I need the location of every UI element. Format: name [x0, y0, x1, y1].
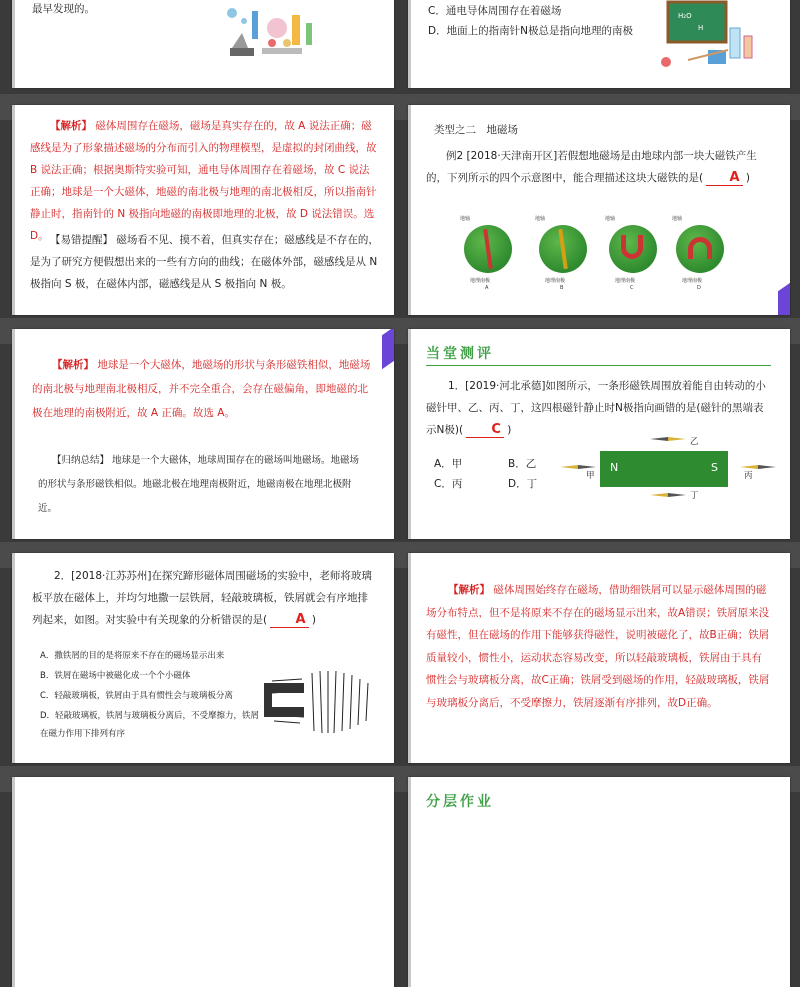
lab-equipment-illustration: [212, 3, 322, 73]
slide-left-bar: [408, 777, 411, 987]
option-a: A．甲: [434, 458, 463, 470]
analysis-body: 磁体周围始终存在磁场，借助细铁屑可以显示磁体周围的磁场分布特点，但不是将原来不存在的磁场显示出来，故A错误；铁屑原来没有磁性，但在磁场的作用下能够获得磁性，说明被磁化了，故B正确；铁屑质量较小，惯性小，运动状态容易改变，所以轻敲玻璃板，铁屑由于具有惯性会与玻璃板分离，故C正确；铁屑受到磁场的作用，轻敲玻璃板，铁屑与玻璃板分离后，不受摩擦力，铁屑逐渐有序排列，故D正确。: [426, 584, 770, 709]
question-body: 例2 [2018·天津南开区]若假想地磁场是由地球内部一块大磁铁产生的，下列所示的四个示意图中，能合理描述这块大磁铁的是(: [426, 150, 757, 184]
analysis-tag: 【解析】: [50, 120, 92, 132]
magnet-s-pole: S: [711, 461, 718, 474]
globe-option-label: B: [560, 285, 564, 291]
slide-left-bar: [12, 553, 15, 763]
analysis-text: [32, 353, 377, 425]
analysis-body: 地球是一个大磁体，地磁场的形状与条形磁铁相似，地磁场的南北极与地理南北极相反，并不完全重合，会存在磁偏角，即地磁的北极在地理的南极附近，故 A 正确。故选 A。: [32, 359, 371, 419]
globe-pole-label: 地理南极: [615, 278, 636, 284]
globe-option-label: C: [630, 285, 634, 291]
analysis-body: 磁体周围存在磁场，磁场是真实存在的，故 A 说法正确；磁感线是为了形象描述磁场的分布而引入的物理模型，是虚拟的封闭曲线，故 B 说法正确；根据奥斯特实验可知，通电导体周围存在着磁场，故 C 说法正确；地球是一个大磁体，地磁的南北极与地理的南北极相反，所以指南针静止时，指南针的 N 极指向地磁的南极即地理的北极，故 D 说法错误。选 D。: [30, 120, 377, 242]
section-title: 当堂测评: [426, 346, 494, 362]
slide-left-bar: [12, 329, 15, 539]
option-a: A．撒铁屑的目的是将原来不存在的磁场显示出来: [40, 651, 225, 661]
slide-6: [408, 329, 790, 539]
option-c: C．轻敲玻璃板，铁屑由于具有惯性会与玻璃板分离: [40, 691, 233, 701]
needle-bing-label: 丙: [744, 471, 753, 481]
slide-left-bar: [12, 0, 15, 88]
question-text: [426, 145, 776, 189]
option-b: B．铁屑在磁场中被磁化成一个个小磁体: [40, 671, 191, 681]
slide-3: [12, 105, 394, 315]
needle-jia-label: 甲: [586, 471, 595, 481]
option-d: D．轻敲玻璃板，铁屑与玻璃板分离后，不受摩擦力，铁屑在磁力作用下排列有序: [40, 711, 260, 739]
option-b: B．乙: [508, 458, 537, 470]
globe-diagram-c: [603, 215, 663, 295]
slide-8: [408, 553, 790, 763]
analysis-tag: 【解析】: [52, 359, 94, 371]
slide-4: [408, 105, 790, 315]
answer-mark: C: [466, 423, 504, 438]
globe-option-label: D: [697, 285, 701, 291]
tip-text: [30, 229, 380, 295]
slide-left-bar: [408, 329, 411, 539]
option-c: C．通电导体周围存在着磁场: [428, 5, 562, 17]
summary-tag: 【归纳总结】: [52, 455, 110, 466]
slide-1: [12, 0, 394, 88]
globe-diagram-a: [458, 215, 518, 295]
corner-accent: [382, 329, 394, 369]
slide-7: [12, 553, 394, 763]
analysis-text: [426, 579, 771, 714]
slide-left-bar: [408, 0, 411, 88]
slide-2: [408, 0, 790, 88]
question-end: ): [507, 424, 512, 436]
question-end: ): [745, 172, 750, 184]
globe-axis-label: 地轴: [672, 216, 683, 222]
slide-left-bar: [408, 105, 411, 315]
needle-ding-label: 丁: [690, 491, 699, 501]
analysis-text: [30, 115, 380, 247]
question-text: [32, 565, 377, 631]
option-d: D．丁: [508, 478, 538, 490]
globe-diagram-d: [670, 215, 730, 295]
answer-mark: A: [706, 171, 742, 186]
magnet-n-pole: N: [610, 461, 619, 474]
slide-left-bar: [12, 105, 15, 315]
globe-option-label: A: [485, 285, 489, 291]
text-fragment: 最早发现的。: [32, 3, 95, 15]
slide-left-bar: [12, 777, 15, 987]
globe-pole-label: 地理南极: [545, 278, 566, 284]
question-body: 1．[2019·河北承德]如图所示，一条形磁铁周围放着能自由转动的小磁针甲、乙、丙、丁，这四根磁针静止时N极指向画错的是(磁针的黑端表示N极)(: [426, 380, 766, 436]
globe-axis-label: 地轴: [605, 216, 616, 222]
slide-10: [408, 777, 790, 987]
option-c: C．丙: [434, 478, 463, 490]
question-end: ): [311, 614, 316, 626]
tip-body: 磁场看不见、摸不着，但真实存在；磁感线是不存在的，是为了研究方便假想出来的一些有方向的曲线；在磁体外部，磁感线是从 N 极指向 S 极，在磁体内部，磁感线是从 S 极指向 N 极。: [30, 234, 379, 290]
section-title: 分层作业: [426, 794, 494, 810]
summary-text: [38, 449, 368, 521]
summary-body: 地球是一个大磁体，地球周围存在的磁场叫地磁场。地磁场的形状与条形磁铁相似。地磁北极在地理南极附近，地磁南极在地理北极附近。: [38, 455, 360, 514]
slide-5: [12, 329, 394, 539]
answer-mark: A: [270, 613, 308, 628]
iron-filings-image: [262, 661, 382, 741]
corner-accent: [778, 279, 790, 315]
globe-pole-label: 地理南极: [470, 278, 491, 284]
question-body: 2．[2018·江苏苏州]在探究蹄形磁体周围磁场的实验中，老师将玻璃板平放在磁体上，并均匀地撒一层铁屑，轻敲玻璃板，铁屑就会有序地排列起来，如图。对实验中有关现象的分析错误的是(: [32, 570, 372, 626]
title-underline: [426, 365, 771, 366]
svg-text:H: H: [698, 24, 704, 32]
option-d: D．地面上的指南针N极总是指向地理的南极: [428, 25, 633, 37]
slide-9: [12, 777, 394, 987]
slide-left-bar: [408, 553, 411, 763]
globe-axis-label: 地轴: [535, 216, 546, 222]
globe-pole-label: 地理南极: [682, 278, 703, 284]
globe-diagram-b: [533, 215, 593, 295]
tip-tag: 【易错提醒】: [50, 234, 113, 246]
analysis-tag: 【解析】: [448, 584, 490, 596]
chalkboard-illustration: [658, 0, 758, 76]
svg-text:H₂O: H₂O: [678, 12, 692, 20]
section-type: 类型之二 地磁场: [434, 124, 518, 136]
needle-yi-label: 乙: [690, 437, 699, 447]
globe-axis-label: 地轴: [460, 216, 471, 222]
